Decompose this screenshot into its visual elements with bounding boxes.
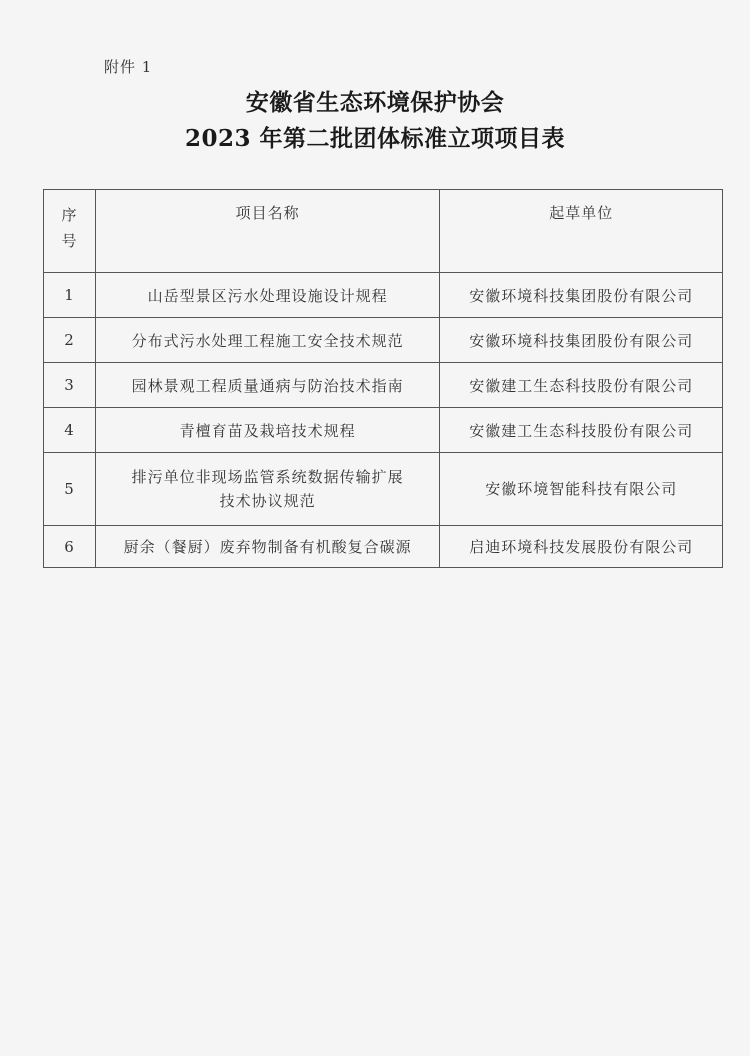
- table-row: [44, 526, 723, 568]
- header-project-name: 项目名称: [95, 190, 439, 273]
- project-name: 山岳型景区污水处理设施设计规程: [95, 273, 439, 318]
- project-name-line-2: 技术协议规范: [219, 492, 316, 510]
- row-number: 2: [44, 318, 96, 363]
- drafting-unit: 安徽环境科技集团股份有限公司: [440, 273, 723, 318]
- project-name: 青檀育苗及栽培技术规程: [95, 408, 439, 453]
- row-number: 6: [44, 526, 96, 568]
- drafting-unit: 启迪环境科技发展股份有限公司: [440, 526, 723, 568]
- document-title-line-2: 2023 年第二批团体标准立项项目表: [184, 125, 566, 152]
- attachment-label: 附件 1: [104, 58, 153, 76]
- row-number: 1: [44, 273, 96, 318]
- drafting-unit: 安徽建工生态科技股份有限公司: [440, 408, 723, 453]
- table-header-row: [44, 190, 723, 273]
- table-row: [44, 363, 723, 408]
- drafting-unit: 安徽环境科技集团股份有限公司: [440, 318, 723, 363]
- header-drafting-unit: 起草单位: [440, 190, 723, 273]
- project-name: 厨余（餐厨）废弃物制备有机酸复合碳源: [95, 526, 439, 568]
- project-name: 分布式污水处理工程施工安全技术规范: [95, 318, 439, 363]
- row-number: 3: [44, 363, 96, 408]
- project-table: [43, 189, 723, 568]
- drafting-unit: 安徽建工生态科技股份有限公司: [440, 363, 723, 408]
- table-row: [44, 453, 723, 526]
- project-name: [95, 453, 439, 526]
- header-serial-number: [44, 190, 96, 273]
- header-serial-line-2: 号: [61, 232, 78, 250]
- table-row: [44, 318, 723, 363]
- row-number: 5: [44, 453, 96, 526]
- row-number: 4: [44, 408, 96, 453]
- table-row: [44, 408, 723, 453]
- drafting-unit: 安徽环境智能科技有限公司: [440, 453, 723, 526]
- table-row: [44, 273, 723, 318]
- header-serial-line-1: 序: [61, 206, 78, 224]
- project-name: 园林景观工程质量通病与防治技术指南: [95, 363, 439, 408]
- document-title-line-1: 安徽省生态环境保护协会: [245, 89, 505, 116]
- project-name-line-1: 排污单位非现场监管系统数据传输扩展: [131, 468, 404, 486]
